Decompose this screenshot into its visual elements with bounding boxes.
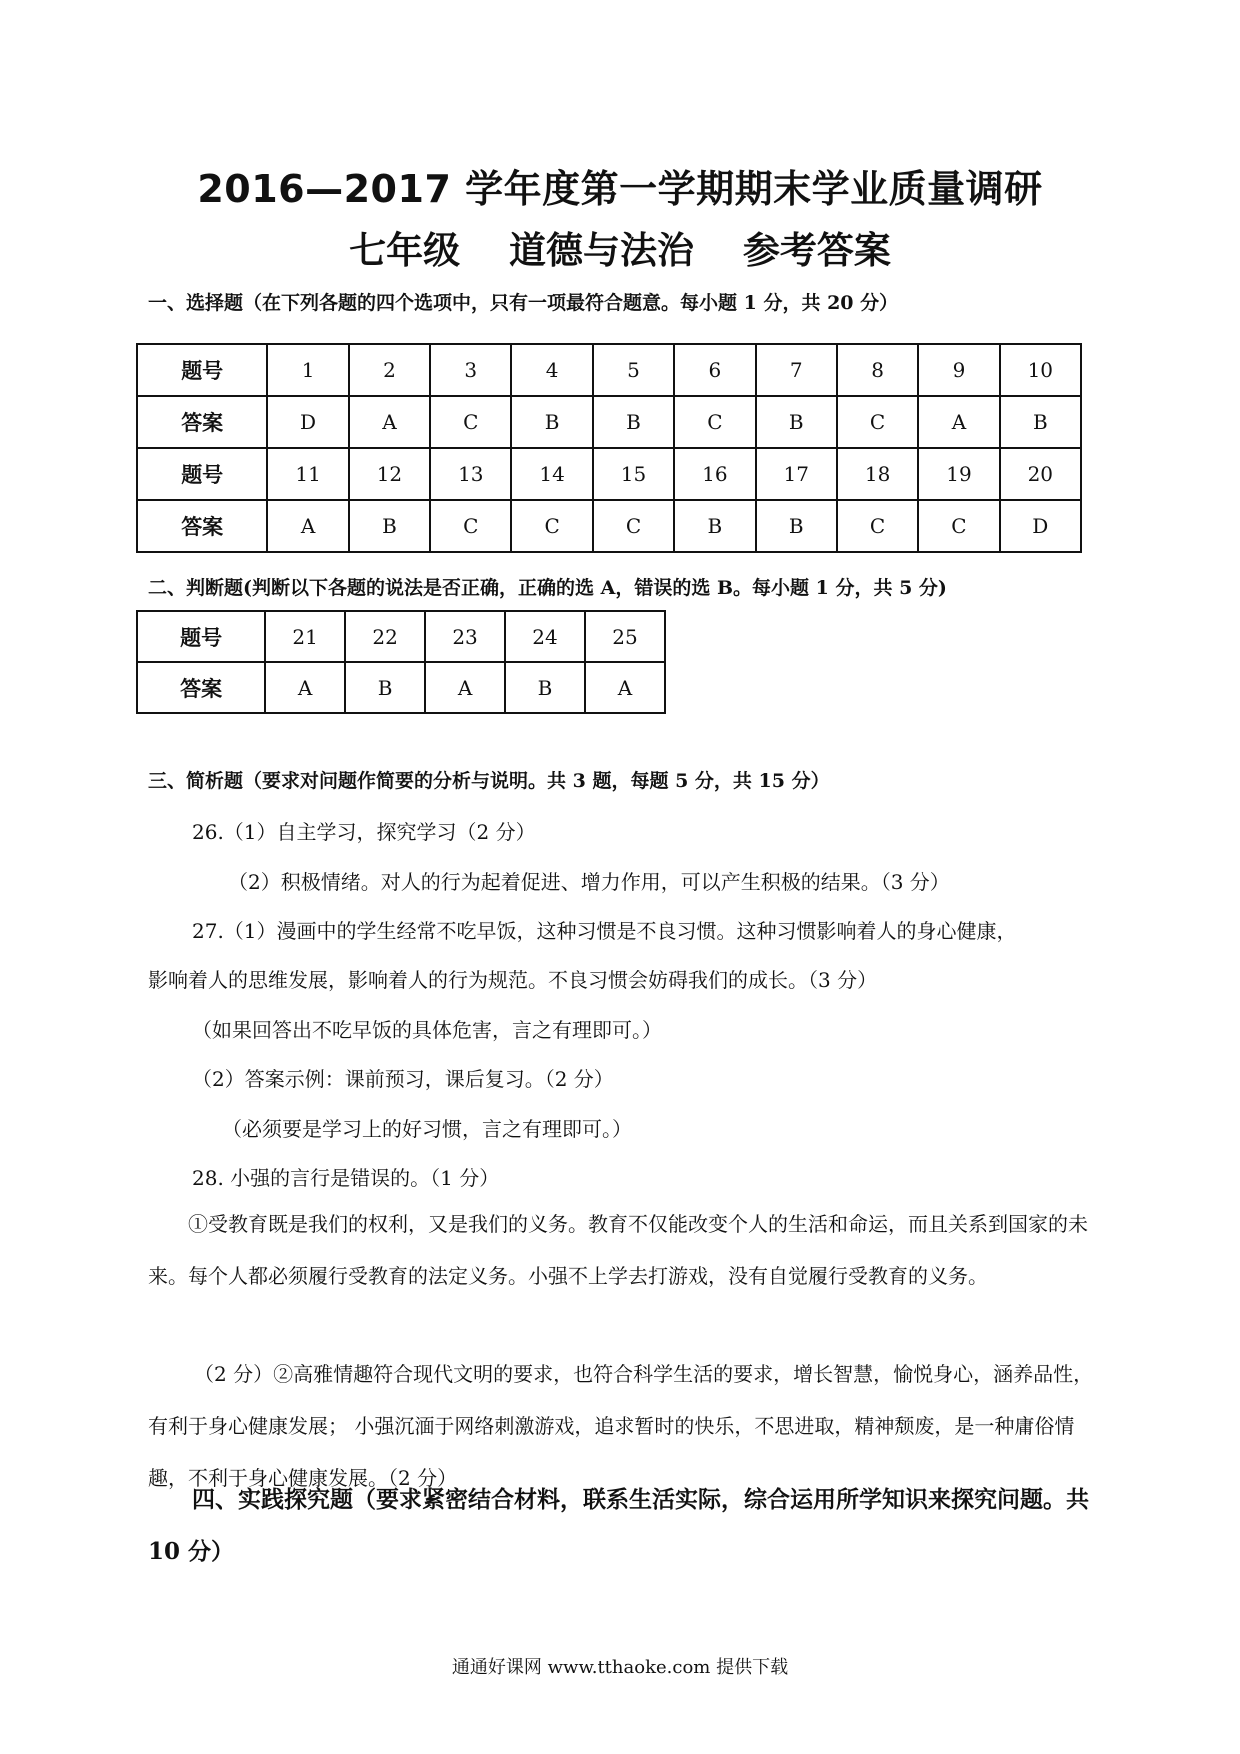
q27-note1: （如果回答出不吃早饭的具体危害，言之有理即可。） [192, 1018, 662, 1042]
table-cell: 13 [430, 448, 511, 500]
table-row [137, 500, 1081, 552]
section4-heading: 四、实践探究题（要求紧密结合材料，联系生活实际，综合运用所学知识来探究问题。共 10 分） [148, 1486, 1089, 1565]
table-cell: A [918, 396, 999, 448]
table-cell: 18 [837, 448, 918, 500]
row-label: 答案 [137, 500, 267, 552]
section1-heading: 一、选择题（在下列各题的四个选项中，只有一项最符合题意。每小题 1 分，共 20 分） [148, 292, 899, 314]
table-row [137, 344, 1081, 396]
table-cell: 11 [267, 448, 348, 500]
grade-label: 七年级 [349, 229, 461, 272]
table-cell: 19 [918, 448, 999, 500]
table-cell: 6 [674, 344, 755, 396]
table-cell: 3 [430, 344, 511, 396]
table-cell: B [505, 662, 585, 713]
table-cell: 25 [585, 611, 665, 662]
table-cell: D [1000, 500, 1081, 552]
row-label: 答案 [137, 662, 265, 713]
table-cell: A [349, 396, 430, 448]
table-cell: 20 [1000, 448, 1081, 500]
table-cell: 4 [511, 344, 592, 396]
table-cell: 9 [918, 344, 999, 396]
row-label: 题号 [137, 448, 267, 500]
table-cell: 24 [505, 611, 585, 662]
table-cell: 7 [756, 344, 837, 396]
q27-part1-line2: 影响着人的思维发展，影响着人的行为规范。不良习惯会妨碍我们的成长。（3 分） [148, 968, 878, 992]
table-cell: B [1000, 396, 1081, 448]
table-cell: 1 [267, 344, 348, 396]
section3-heading: 三、简析题（要求对问题作简要的分析与说明。共 3 题，每题 5 分，共 15 分） [148, 770, 830, 792]
table-cell: C [511, 500, 592, 552]
q26-part2: （2）积极情绪。对人的行为起着促进、增力作用，可以产生积极的结果。（3 分） [228, 870, 950, 894]
table-cell: 17 [756, 448, 837, 500]
table-cell: B [345, 662, 425, 713]
table-cell: 8 [837, 344, 918, 396]
table-cell: B [593, 396, 674, 448]
section2-heading: 二、判断题(判断以下各题的说法是否正确，正确的选 A，错误的选 B。每小题 1 分，共 5 分) [148, 577, 947, 599]
table-cell: 21 [265, 611, 345, 662]
choice-answer-table [136, 343, 1082, 553]
q28-paragraph2: （2 分）②高雅情趣符合现代文明的要求，也符合科学生活的要求，增长智慧，愉悦身心，涵养品性，有利于身心健康发展； 小强沉湎于网络刺激游戏，追求暂时的快乐，不思进取，精神颓废，是一种庸俗情趣，不利于身心健康发展。（2 分） [148, 1362, 1094, 1490]
subject-label: 道德与法治 [509, 229, 694, 272]
table-cell: B [511, 396, 592, 448]
document-title: 2016—2017 学年度第一学期期末学业质量调研 [197, 167, 1043, 211]
q27-part2: （2）答案示例：课前预习，课后复习。（2 分） [192, 1067, 614, 1091]
table-cell: C [837, 500, 918, 552]
table-cell: 5 [593, 344, 674, 396]
table-cell: 12 [349, 448, 430, 500]
table-cell: 23 [425, 611, 505, 662]
table-cell: C [837, 396, 918, 448]
table-cell: A [425, 662, 505, 713]
table-row [137, 396, 1081, 448]
table-cell: C [674, 396, 755, 448]
document-subtitle [0, 220, 1240, 274]
row-label: 题号 [137, 611, 265, 662]
answer-key-label: 参考答案 [742, 229, 891, 272]
table-cell: D [267, 396, 348, 448]
table-cell: C [430, 500, 511, 552]
table-cell: 2 [349, 344, 430, 396]
table-cell: B [674, 500, 755, 552]
table-cell: A [267, 500, 348, 552]
table-cell: 14 [511, 448, 592, 500]
table-cell: 16 [674, 448, 755, 500]
row-label: 答案 [137, 396, 267, 448]
table-cell: C [918, 500, 999, 552]
table-cell: 15 [593, 448, 674, 500]
table-cell: A [585, 662, 665, 713]
q27-note2: （必须要是学习上的好习惯，言之有理即可。） [222, 1117, 632, 1141]
q27-part1-line1: 27.（1）漫画中的学生经常不吃早饭，这种习惯是不良习惯。这种习惯影响着人的身心健康， [192, 919, 1017, 943]
q28-verdict: 28. 小强的言行是错误的。（1 分） [192, 1166, 500, 1190]
table-cell: B [756, 500, 837, 552]
table-row [137, 662, 665, 713]
table-cell: B [349, 500, 430, 552]
table-cell: C [593, 500, 674, 552]
table-cell: 22 [345, 611, 425, 662]
q28-paragraph1: ①受教育既是我们的权利，又是我们的义务。教育不仅能改变个人的生活和命运，而且关系到国家的未来。每个人都必须履行受教育的法定义务。小强不上学去打游戏，没有自觉履行受教育的义务。 [148, 1212, 1088, 1288]
footer-source: 通通好课网 www.tthaoke.com 提供下载 [451, 1657, 789, 1678]
row-label: 题号 [137, 344, 267, 396]
table-row [137, 448, 1081, 500]
table-cell: B [756, 396, 837, 448]
table-cell: C [430, 396, 511, 448]
q26-part1: 26.（1）自主学习，探究学习（2 分） [192, 820, 536, 844]
table-row [137, 611, 665, 662]
judgment-answer-table [136, 610, 666, 714]
table-cell: A [265, 662, 345, 713]
table-cell: 10 [1000, 344, 1081, 396]
